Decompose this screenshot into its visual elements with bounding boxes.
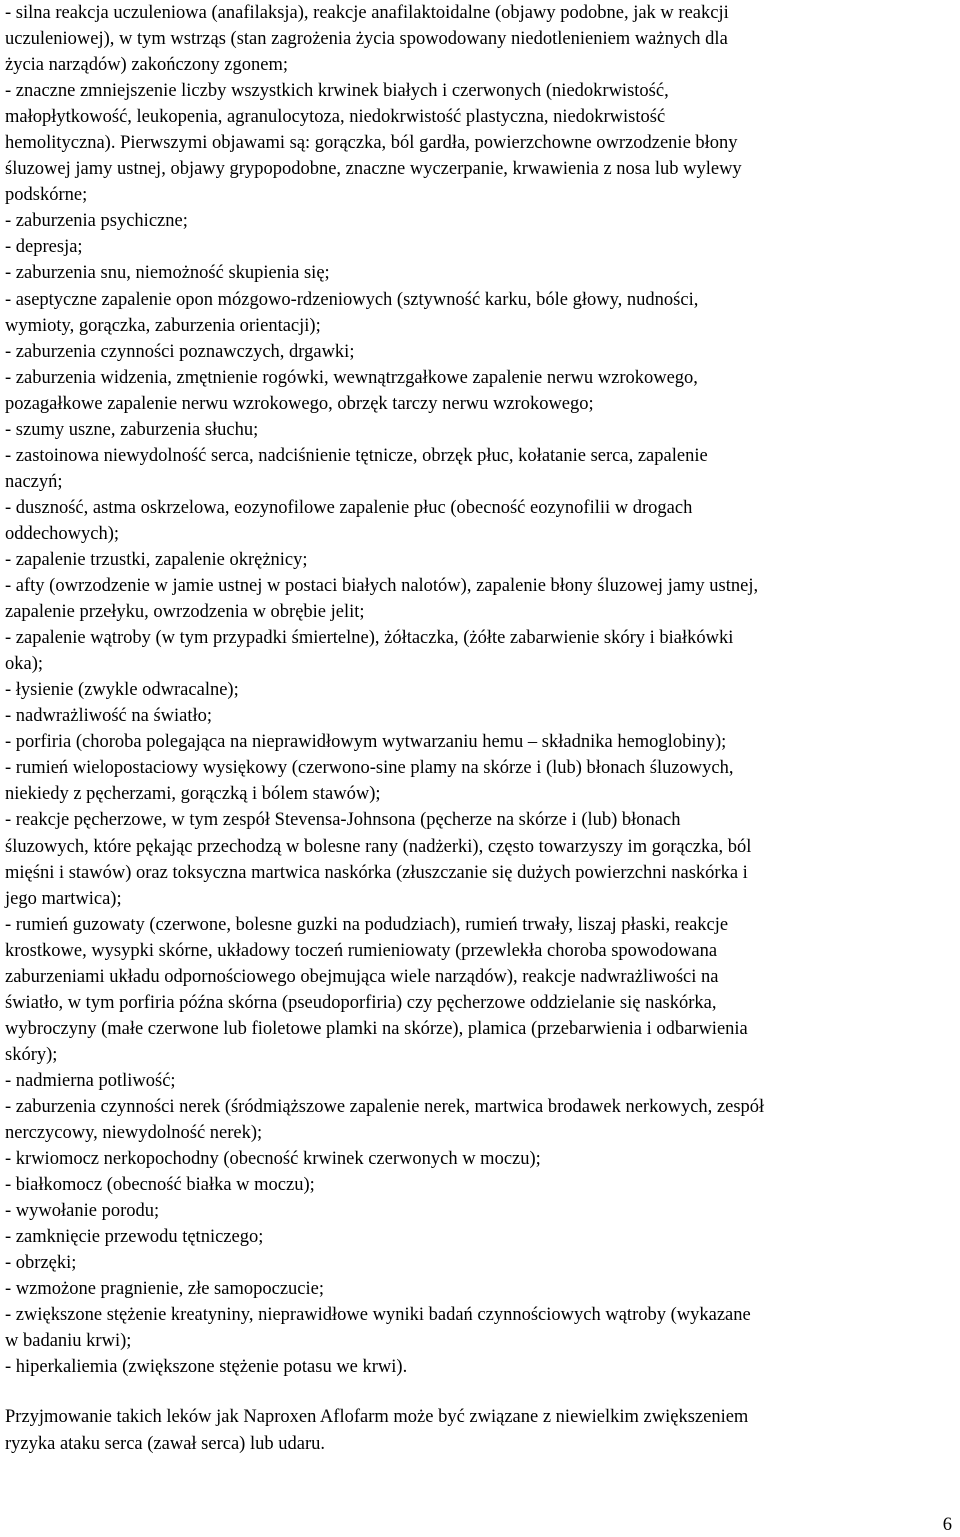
text-line: - wzmożone pragnienie, złe samopoczucie; <box>5 1279 324 1300</box>
text-line: krostkowe, wysypki skórne, układowy toczeń rumieniowaty (przewlekła choroba spowodowana <box>5 940 718 961</box>
text-line: - nadmierna potliwość; <box>5 1070 176 1091</box>
text-line: wybroczyny (małe czerwone lub fioletowe plamki na skórze), plamica (przebarwienia i odbarwienia <box>5 1018 748 1039</box>
text-line: zaburzeniami układu odpornościowego obejmująca wiele narządów), reakcje nadwrażliwości na <box>5 966 719 987</box>
text-line: - rumień guzowaty (czerwone, bolesne guzki na podudziach), rumień trwały, liszaj płaski, reakcje <box>5 914 729 935</box>
text-line: pozagałkowe zapalenie nerwu wzrokowego, obrzęk tarczy nerwu wzrokowego; <box>5 393 594 414</box>
paragraph-gap <box>5 1380 955 1404</box>
text-line: - krwiomocz nerkopochodny (obecność krwinek czerwonych w moczu); <box>5 1149 541 1170</box>
text-line: - aseptyczne zapalenie opon mózgowo-rdzeniowych (sztywność karku, bóle głowy, nudności, <box>5 289 699 310</box>
closing-text-line: ryzyka ataku serca (zawał serca) lub udaru. <box>5 1433 325 1454</box>
text-line: nerczycowy, niewydolność nerek); <box>5 1123 263 1144</box>
text-line: mięśni i stawów) oraz toksyczna martwica naskórka (złuszczanie się dużych powierzchni naskórka i <box>5 862 748 883</box>
text-line: - nadwrażliwość na światło; <box>5 706 213 727</box>
text-line: - depresja; <box>5 237 83 258</box>
text-line: - silna reakcja uczuleniowa (anafilaksja), reakcje anafilaktoidalne (objawy podobne, jak w reakcji <box>5 3 729 23</box>
text-line: śluzowych, które pękając przechodzą w bolesne rany (nadżerki), często towarzyszy im gorączka, ból <box>5 836 752 857</box>
text-line: - zwiększone stężenie kreatyniny, nieprawidłowe wyniki badań czynnościowych wątroby (wykazane <box>5 1305 751 1326</box>
text-line: uczuleniowej), w tym wstrząs (stan zagrożenia życia spowodowany niedotlenieniem ważnych dla <box>5 29 728 50</box>
text-line: - zaburzenia psychiczne; <box>5 211 188 232</box>
text-line: - wywołanie porodu; <box>5 1201 160 1222</box>
text-line: - białkomocz (obecność białka w moczu); <box>5 1175 315 1196</box>
text-line: - zapalenie trzustki, zapalenie okrężnicy; <box>5 549 308 570</box>
text-line: wymioty, gorączka, zaburzenia orientacji); <box>5 315 321 336</box>
text-line: - znaczne zmniejszenie liczby wszystkich krwinek białych i czerwonych (niedokrwistość, <box>5 81 669 102</box>
text-line: podskórne; <box>5 185 88 206</box>
text-line: niekiedy z pęcherzami, gorączką i bólem stawów); <box>5 784 381 805</box>
text-line: życia narządów) zakończony zgonem; <box>5 55 289 76</box>
text-line: - zaburzenia widzenia, zmętnienie rogówki, wewnątrzgałkowe zapalenie nerwu wzrokowego, <box>5 367 698 388</box>
text-line: - obrzęki; <box>5 1253 77 1274</box>
text-line: małopłytkowość, leukopenia, agranulocytoza, niedokrwistość plastyczna, niedokrwistość <box>5 107 666 128</box>
text-line: - zaburzenia czynności nerek (śródmiąższowe zapalenie nerek, martwica brodawek nerkowych, zespół <box>5 1096 765 1117</box>
text-line: - zamknięcie przewodu tętniczego; <box>5 1227 264 1248</box>
text-line: światło, w tym porfiria późna skórna (pseudoporfiria) czy pęcherzowe oddzielanie się naskórka, <box>5 992 717 1013</box>
document-page <box>5 0 955 1457</box>
closing-paragraph <box>5 1404 955 1456</box>
text-line: - duszność, astma oskrzelowa, eozynofilowe zapalenie płuc (obecność eozynofilii w drogach <box>5 497 693 518</box>
text-line: jego martwica); <box>5 888 122 909</box>
side-effects-list <box>5 0 955 1380</box>
text-line: skóry); <box>5 1044 58 1065</box>
text-line: oka); <box>5 654 44 675</box>
text-line: - hiperkaliemia (zwiększone stężenie potasu we krwi). <box>5 1357 408 1378</box>
page-number: 6 <box>942 1515 952 1535</box>
text-line: - szumy uszne, zaburzenia słuchu; <box>5 419 259 440</box>
text-line: oddechowych); <box>5 523 120 544</box>
text-line: naczyń; <box>5 471 63 492</box>
text-line: - zapalenie wątroby (w tym przypadki śmiertelne), żółtaczka, (żółte zabarwienie skóry i białkówki <box>5 628 734 649</box>
closing-text-line: Przyjmowanie takich leków jak Naproxen Aflofarm może być związane z niewielkim zwiększeniem <box>5 1407 749 1428</box>
text-line: - zaburzenia snu, niemożność skupienia się; <box>5 263 330 284</box>
text-line: zapalenie przełyku, owrzodzenia w obrębie jelit; <box>5 602 365 623</box>
text-line: - zaburzenia czynności poznawczych, drgawki; <box>5 341 355 362</box>
text-line: hemolityczna). Pierwszymi objawami są: gorączka, ból gardła, powierzchowne owrzodzenie błony <box>5 133 738 154</box>
text-line: w badaniu krwi); <box>5 1331 132 1352</box>
text-line: - afty (owrzodzenie w jamie ustnej w postaci białych nalotów), zapalenie błony śluzowej jamy ustnej, <box>5 576 759 597</box>
text-line: - rumień wielopostaciowy wysiękowy (czerwono-sine plamy na skórze i (lub) błonach śluzowych, <box>5 758 734 779</box>
text-line: - porfiria (choroba polegająca na nieprawidłowym wytwarzaniu hemu – składnika hemoglobiny); <box>5 732 727 753</box>
text-line: - łysienie (zwykle odwracalne); <box>5 680 239 701</box>
text-line: - reakcje pęcherzowe, w tym zespół Stevensa-Johnsona (pęcherze na skórze i (lub) błonach <box>5 810 681 831</box>
text-line: - zastoinowa niewydolność serca, nadciśnienie tętnicze, obrzęk płuc, kołatanie serca, zapalenie <box>5 445 708 466</box>
text-line: śluzowej jamy ustnej, objawy grypopodobne, znaczne wyczerpanie, krwawienia z nosa lub wylewy <box>5 159 742 180</box>
